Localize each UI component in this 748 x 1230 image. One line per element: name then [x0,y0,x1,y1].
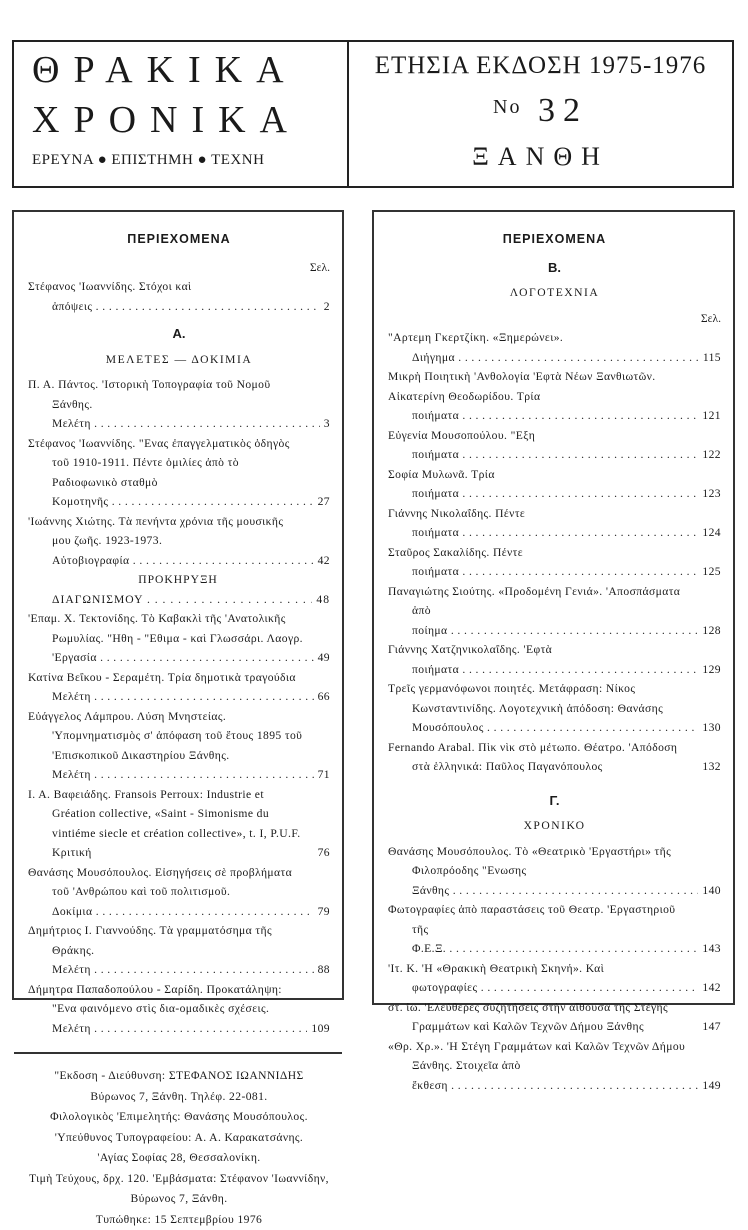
section-letter: Α. [28,324,330,344]
toc-entry-title: «Θρ. Χρ.». 'Η Στέγη Γραμμάτων καὶ Καλῶν Τεχνῶν Δήμου Ξάνθης. Στοιχεῖα ἀπὸ ἔκθεση . . . [388,1040,721,1092]
toc-entry-page: 132 [698,757,721,777]
toc-entry-title: Δημήτριος Ι. Γιαννούδης. Τὰ γραμματόσημα τῆς Θράκης. Μελέτη . . . [28,924,330,976]
toc-entry [388,582,721,641]
journal-subtitle: ΕΡΕΥΝΑ ● ΕΠΙΣΤΗΜΗ ● ΤΕΧΝΗ [32,152,264,169]
toc-entry [388,738,721,777]
city-label: ΞΑΝΘΗ [349,142,732,172]
section-letter: Β. [388,258,721,278]
toc-entry-title: Γιάννης Νικολαΐδης. Πέντε ποιήματα . . . [388,507,721,540]
toc-entry [28,980,330,1039]
toc-entry-title: 'Επαμ. Χ. Τεκτονίδης. Τὸ Καβακλὶ τῆς 'Ανατολικῆς Ρωμυλίας. "Ηθη - "Εθιμα - καὶ Γλωσσάρι. Λαογρ. 'Εργασία . . . [28,612,330,664]
toc-entry-page: 130 [698,718,721,738]
toc-entry-title: Θανάσης Μουσόπουλος. Τὸ «Θεατρικὸ 'Εργαστήρι» τῆς Φιλοπρόοδης "Ενωσης Ξάνθης . . . [388,845,721,897]
toc-entry [388,543,721,582]
toc-entry-title: ΠΡΟΚΗΡΥΞΗ ΔΙΑΓΩΝΙΣΜΟΥ . . . [52,573,330,606]
toc-entry-title: Μικρὴ Ποιητικὴ 'Ανθολογία 'Εφτὰ Νέων Ξανθιωτῶν. [388,370,656,383]
journal-title-line1: ΘΡΑΚΙΚΑ [32,48,298,92]
toc-entry-page: 124 [698,523,721,543]
toc-entry-title: στ. ἰω. 'Ελεύθερες συζητήσεις στὴν αἴθουσα τῆς Στέγης Γραμμάτων καὶ Καλῶν Τεχνῶν Δήμου Ξάνθης [388,1001,668,1034]
toc-entry-title: Ι. Α. Βαφειάδης. Fransois Perroux: Industrie et Gréation collective, «Saint - Simonisme du vintiéme siecle et création collective», t. I, P.U.F. Κριτική [28,788,301,860]
toc-entry [28,863,330,922]
toc-entry [388,998,721,1037]
toc-entry [28,609,330,668]
toc-entry-page: 122 [698,445,721,465]
colophon-line: Τυπώθηκε: 15 Σεπτεμβρίου 1976 [28,1210,330,1230]
toc-entry-page: 66 [314,687,330,707]
section-letter: Γ. [388,791,721,811]
toc-entry-page: 121 [698,406,721,426]
issue-number [349,92,732,130]
toc-entry-title: Στέφανος 'Ιωαννίδης. Στόχοι καὶ ἀπόψεις . . . [28,280,330,313]
toc-entry [388,504,721,543]
journal-title-line2: ΧΡΟΝΙΚΑ [32,98,301,142]
toc-entry-page: 149 [698,1076,721,1096]
toc-entry-page: 128 [698,621,721,641]
toc-entry-page: 88 [314,960,330,980]
toc-list [388,328,721,777]
masthead [12,40,734,188]
toc-entry-title: Fernando Arabal. Πὶκ νὶκ στὸ μέτωπο. Θέατρο. 'Απόδοση στὰ ἑλληνικά: Παῦλος Παγανόπουλος [388,741,677,774]
toc-entry-title: Παναγιώτης Σιούτης. «Προδομένη Γενιά». 'Αποσπάσματα ἀπὸ ποίημα . . . [388,585,721,637]
toc-entry-page: 143 [698,939,721,959]
colophon-line: Τιμὴ Τεύχους, δρχ. 120. 'Εμβάσματα: Στέφανον 'Ιωαννίδην, Βύρωνος 7, Ξάνθη. [28,1169,330,1210]
divider [14,1052,342,1054]
toc-entry-page: 79 [314,902,330,922]
toc-entry-page: 48 [312,590,330,610]
toc-entry-title: Φωτογραφίες ἀπὸ παραστάσεις τοῦ Θεατρ. 'Εργαστηριοῦ τῆς Φ.Ε.Ξ. . . . [388,903,721,955]
toc-entry [388,959,721,998]
toc-entry-title: Π. Α. Πάντος. 'Ιστορικὴ Τοπογραφία τοῦ Νομοῦ Ξάνθης. Μελέτη . . . [28,378,330,430]
issue-prefix: Νο [493,96,521,118]
toc-entry-title: Κατίνα Βεΐκου - Σεραμέτη. Τρία δημοτικὰ τραγούδια Μελέτη . . . [28,671,330,704]
colophon-line: 'Υπεύθυνος Τυπογραφείου: Α. Α. Καρακατσάνης. [28,1128,330,1149]
toc-entry-page: 3 [320,414,330,434]
toc-entry-title: Εὐάγγελος Λάμπρου. Λύση Μνηστείας. 'Υπομνηματισμὸς σ' ἀπόφαση τοῦ ἔτους 1895 τοῦ 'Επισκοπικοῦ Δικαστηρίου Ξάνθης. Μελέτη . . . [28,710,330,782]
toc-entry [388,679,721,738]
toc-entry-title: Δήμητρα Παπαδοπούλου - Σαρίδη. Προκατάληψη: "Ενα φαινόμενο στὶς δια-ομαδικὲς σχέσεις. Μελέτη . . . [28,983,330,1035]
toc-entry-page: 142 [698,978,721,998]
toc-entry [28,668,330,707]
contents-left-column [12,210,344,1000]
toc-entry [28,512,330,571]
section-title: ΜΕΛΕΤΕΣ — ΔΟΚΙΜΙΑ [28,350,330,370]
toc-entry [388,465,721,504]
toc-entry [28,921,330,980]
toc-entry-page: 147 [698,1017,721,1037]
toc-entry-page: 123 [698,484,721,504]
toc-entry-title: Αἰκατερίνη Θεοδωρίδου. Τρία ποιήματα . . . [388,390,721,423]
toc-entry-title: Εὐγενία Μουσοπούλου. "Εξη ποιήματα . . . [388,429,721,462]
contents-heading: ΠΕΡΙΕΧΟΜΕΝΑ [388,230,721,250]
toc-entry [388,1037,721,1096]
toc-entry-page: 125 [698,562,721,582]
toc-entry-title: Τρεῖς γερμανόφωνοι ποιητές. Μετάφραση: Νίκος Κωνσταντινίδης. Λογοτεχνικὴ ἀπόδοση: Θανάσης Μουσόπουλος . . . [388,682,721,734]
toc-entry-title: 'Ιωάννης Χιώτης. Τὰ πενήντα χρόνια τῆς μουσικῆς μου ζωῆς. 1923-1973. Αὐτοβιογραφία . . . [28,515,330,567]
toc-entry [28,785,330,863]
toc-entry [388,328,721,367]
issue-value: 32 [538,92,588,129]
toc-entry-page: 42 [314,551,330,571]
page-column-label: Σελ. [388,309,721,329]
toc-entry-page: 2 [320,297,330,317]
colophon-line: "Εκδοση - Διεύθυνση: ΣΤΕΦΑΝΟΣ ΙΩΑΝΝΙΔΗΣ [28,1066,330,1087]
toc-entry-title: Γιάννης Χατζηνικολαΐδης. 'Εφτὰ ποιήματα . . . [388,643,721,676]
toc-entry-title: 'Ιτ. Κ. 'Η «Θρακικὴ Θεατρικὴ Σκηνή». Καὶ φωτογραφίες . . . [388,962,721,995]
toc-entry-page: 49 [314,648,330,668]
colophon [28,1066,330,1230]
section-title: ΛΟΓΟΤΕΧΝΙΑ [388,283,721,303]
toc-entry [388,367,721,387]
toc-entry-page: 109 [307,1019,330,1039]
toc-entry [388,387,721,426]
colophon-line: Βύρωνος 7, Ξάνθη. Τηλέφ. 22-081. [28,1087,330,1108]
toc-entry-page: 140 [698,881,721,901]
contents-heading: ΠΕΡΙΕΧΟΜΕΝΑ [28,230,330,250]
page-column-label: Σελ. [28,258,330,278]
toc-entry [388,426,721,465]
toc-entry-title: Σοφία Μυλωνᾶ. Τρία ποιήματα . . . [388,468,721,501]
section-title: ΧΡΟΝΙΚΟ [388,816,721,836]
toc-entry-title: Στέφανος 'Ιωαννίδης. "Ενας ἐπαγγελματικὸς ὁδηγὸς τοῦ 1910-1911. Πέντε ὁμιλίες ἀπὸ τὸ Ραδιοφωνικὸ σταθμὸ Κομοτηνῆς . . . [28,437,330,509]
toc-entry-title: "Αρτεμη Γκερτζίκη. «Ξημερώνει». Διήγημα . . . [388,331,721,364]
toc-entry-title: Σταῦρος Σακαλίδης. Πέντε ποιήματα . . . [388,546,721,579]
toc-entry [28,707,330,785]
toc-list [28,375,330,1038]
toc-entry [388,900,721,959]
toc-entry-page: 115 [699,348,721,368]
toc-entry-page: 27 [314,492,330,512]
edition-label: ΕΤΗΣΙΑ ΕΚΔΟΣΗ 1975-1976 [349,52,732,80]
toc-entry [388,640,721,679]
colophon-line: 'Αγίας Σοφίας 28, Θεσσαλονίκη. [28,1148,330,1169]
toc-entry [28,570,330,609]
contents-right-column [372,210,735,1005]
toc-entry-page: 129 [698,660,721,680]
toc-list [388,842,721,1096]
toc-entry-page: 71 [314,765,330,785]
toc-entry-page: 76 [314,843,330,863]
toc-entry [28,375,330,434]
colophon-line: Φιλολογικὸς 'Επιμελητής: Θανάσης Μουσόπουλος. [28,1107,330,1128]
toc-entry [28,277,330,316]
toc-entry [388,842,721,901]
toc-entry-title: Θανάσης Μουσόπουλος. Εἰσηγήσεις σὲ προβλήματα τοῦ 'Ανθρώπου καὶ τοῦ πολιτισμοῦ. Δοκίμια . . . [28,866,330,918]
toc-entry [28,434,330,512]
